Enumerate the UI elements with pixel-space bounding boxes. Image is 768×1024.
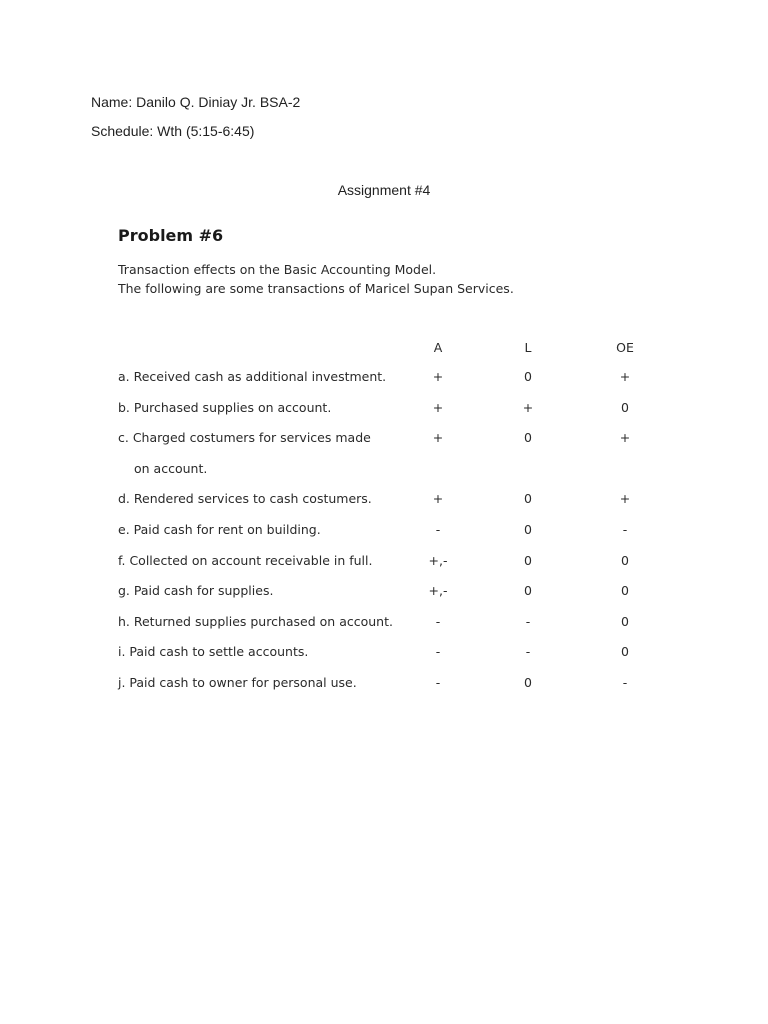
effect-assets: + [432,430,444,446]
effect-liabilities: 0 [524,369,532,384]
assignment-title: Assignment #4 [337,182,431,198]
effect-assets: + [432,491,444,507]
effect-owners-equity: 0 [621,583,629,599]
effect-assets: - [435,674,441,690]
transaction-row [0,522,768,553]
transaction-row [0,644,768,675]
effect-assets: - [435,521,441,537]
effect-assets: + [432,369,444,384]
transaction-row [0,400,768,431]
effect-owners-equity: - [622,521,628,537]
transaction-label: e. Paid cash for rent on building. [118,521,321,537]
effect-owners-equity: 0 [621,399,629,415]
transaction-row [0,614,768,645]
effect-assets: - [435,613,441,629]
problem-section [118,225,678,298]
effect-liabilities: 0 [524,674,532,690]
effect-liabilities: - [525,613,531,629]
column-header-owners-equity: OE [616,340,634,355]
transaction-row [0,583,768,614]
transaction-row [0,430,768,461]
effect-liabilities: 0 [524,491,532,507]
effect-assets: +,- [428,583,448,599]
effect-owners-equity: + [619,369,631,384]
problem-intro [118,260,678,298]
transaction-row [0,369,768,400]
effect-owners-equity: - [622,674,628,690]
column-headers [0,340,768,358]
effect-assets: +,- [428,552,448,568]
transaction-row [0,491,768,522]
effect-liabilities: + [522,399,534,415]
effect-liabilities: 0 [524,552,532,568]
column-header-assets: A [433,340,443,355]
transaction-row [0,553,768,584]
effect-owners-equity: 0 [621,613,629,629]
transaction-label: d. Rendered services to cash costumers. [118,491,372,507]
transaction-label-continuation: on account. [134,460,208,476]
transaction-label: f. Collected on account receivable in full. [118,552,373,568]
class-schedule: Schedule: Wth (5:15-6:45) [91,123,255,139]
transaction-label: i. Paid cash to settle accounts. [118,644,309,660]
transaction-row [0,675,768,706]
effect-liabilities: 0 [524,521,532,537]
transaction-label: b. Purchased supplies on account. [118,399,332,415]
effect-liabilities: 0 [524,430,532,446]
intro-line: Transaction effects on the Basic Accounting Model. [118,262,437,277]
problem-title: Problem #6 [118,226,224,245]
effect-owners-equity: + [619,430,631,446]
transaction-label: a. Received cash as additional investment. [118,369,387,384]
column-header-liabilities: L [524,340,532,355]
intro-line: The following are some transactions of Maricel Supan Services. [118,281,514,296]
effect-liabilities: - [525,644,531,660]
transaction-label: c. Charged costumers for services made [118,430,371,446]
effect-assets: - [435,644,441,660]
effect-assets: + [432,399,444,415]
student-name: Name: Danilo Q. Diniay Jr. BSA-2 [91,94,301,110]
transaction-label: j. Paid cash to owner for personal use. [118,674,357,690]
effect-owners-equity: 0 [621,644,629,660]
effect-liabilities: 0 [524,583,532,599]
transaction-label: g. Paid cash for supplies. [118,583,274,599]
transaction-row-continuation [0,461,768,492]
effect-owners-equity: + [619,491,631,507]
transaction-table [0,369,768,706]
effect-owners-equity: 0 [621,552,629,568]
transaction-label: h. Returned supplies purchased on account. [118,613,393,629]
